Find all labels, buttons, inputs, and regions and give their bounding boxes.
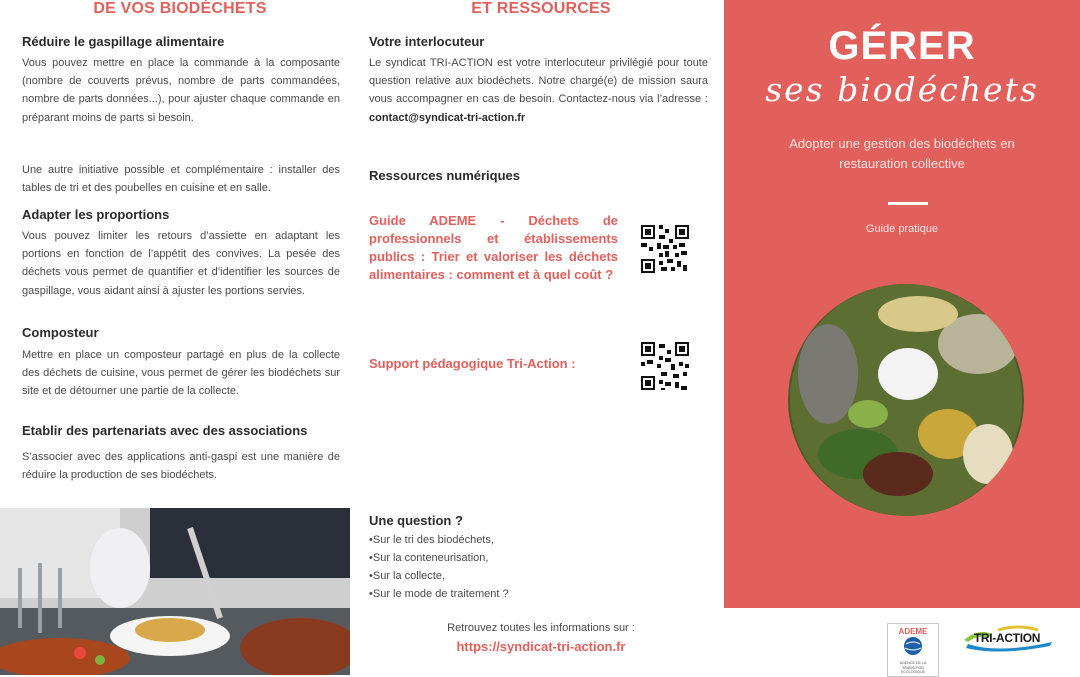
heading-partnerships: Etablir des partenariats avec des associations — [22, 423, 308, 438]
text-contact-body: Le syndicat TRI-ACTION est votre interlocuteur privilégié pour toute question relative aux biodéchets. Notre chargé(e) de mission saura vous accompagner en cas de besoin. Contactez-nous via l’adresse : — [369, 57, 708, 106]
ademe-logo-caption: AGENCE DE LA TRANSITION ÉCOLOGIQUE — [899, 661, 927, 674]
ademe-globe-icon — [888, 636, 938, 656]
resource-ademe-guide-link[interactable]: Guide ADEME - Déchets de professionnels et établissements publics : Trier et valoriser les déchets alimentaires : comment et à quel coût ? — [369, 213, 618, 282]
cover-subtitle: Adopter une gestion des biodéchets en restauration collective — [789, 136, 1015, 171]
contact-email-link[interactable]: contact@syndicat-tri-action.fr — [369, 111, 526, 124]
heading-portions: Adapter les proportions — [22, 207, 170, 222]
heading-question: Une question ? — [369, 513, 463, 528]
heading-reduce-waste: Réduire le gaspillage alimentaire — [22, 34, 225, 49]
website-link[interactable]: https://syndicat-tri-action.fr — [456, 639, 626, 654]
qr-code-tri-action[interactable] — [639, 340, 691, 392]
cover-panel — [724, 0, 1080, 608]
ademe-logo-text: ADEME — [898, 627, 928, 636]
question-list — [369, 531, 509, 603]
food-waste-photo — [788, 284, 1024, 516]
section-title-middle: ET RESSOURCES — [471, 0, 611, 17]
resource-tri-action-support-link[interactable]: Support pédagogique Tri-Action : — [369, 356, 576, 371]
column-left — [0, 0, 360, 675]
heading-composter: Composteur — [22, 325, 99, 340]
kitchen-photo-graphic — [0, 508, 350, 675]
qr-code-ademe[interactable] — [639, 223, 691, 275]
heading-contact: Votre interlocuteur — [369, 34, 485, 49]
footer-note: Retrouvez toutes les informations sur : — [447, 622, 635, 634]
text-sorting-tables: Une autre initiative possible et complémentaire : installer des tables de tri et des poubelles en cuisine et en salle. — [22, 164, 340, 195]
ademe-logo — [887, 623, 939, 677]
text-portions: Vous pouvez limiter les retours d’assiette en adaptant les portions en fonction de l’appétit des convives. La pesée des déchets vous permet de quantifier et d’identifier les sources de gaspillage, vous aidant ainsi à ajuster les portions servies. — [22, 230, 340, 297]
list-item: • Sur le mode de traitement ? — [369, 585, 509, 603]
section-title-left: DE VOS BIODÉCHETS — [93, 0, 267, 17]
cover-divider — [888, 202, 928, 205]
list-item: • Sur le tri des biodéchets, — [369, 531, 509, 549]
column-middle — [360, 0, 722, 675]
list-item: • Sur la conteneurisation, — [369, 549, 509, 567]
text-contact — [369, 54, 708, 127]
tri-action-logo-text: TRI-ACTION — [973, 631, 1041, 645]
text-composter: Mettre en place un composteur partagé en plus de la collecte des déchets de cuisine, vous permet de gérer les biodéchets sur site et de détourner une partie de la collecte. — [22, 349, 340, 398]
tri-action-logo — [958, 624, 1056, 654]
food-waste-photo-graphic — [788, 284, 1024, 516]
text-reduce-waste: Vous pouvez mettre en place la commande à la composante (nombre de couverts prévus, nombre de parts commandées, nombre de parts données...), pour ajuster chaque commande en préparant moins de parts si besoin. — [22, 57, 340, 124]
cover-title: GÉRER — [828, 24, 976, 68]
text-partnerships: S’associer avec des applications anti-gaspi est une manière de réduire la production de ses biodéchets. — [22, 451, 340, 482]
kitchen-photo — [0, 508, 350, 675]
list-item: • Sur la collecte, — [369, 567, 509, 585]
heading-resources: Ressources numériques — [369, 168, 521, 183]
cover-title-script: ses biodéchets — [765, 70, 1039, 109]
cover-guide-label: Guide pratique — [865, 223, 939, 235]
